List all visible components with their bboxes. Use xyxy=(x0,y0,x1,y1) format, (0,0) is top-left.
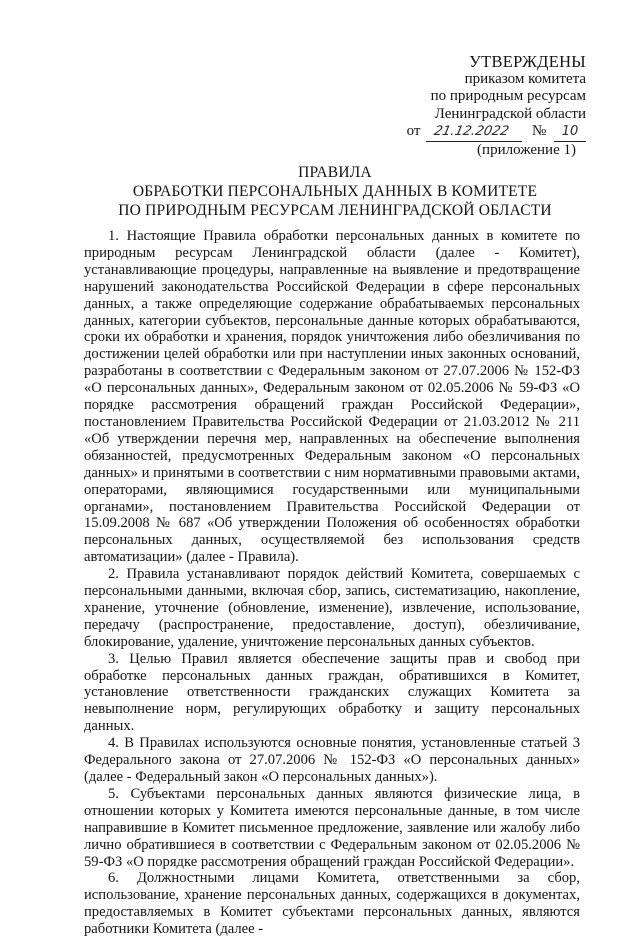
date-prefix: от xyxy=(406,123,421,139)
approval-date-line xyxy=(336,123,586,142)
paragraph: 4. В Правилах используются основные понятия, установленные статьей 3 Федерального закона от 27.07.2006 № 152-ФЗ «О персональных данных» (далее - Федеральный закон «О персональных данных»). xyxy=(84,735,580,785)
handwritten-number: 10 xyxy=(554,123,586,142)
title-line-1: ПРАВИЛА xyxy=(298,164,372,181)
paragraph: 6. Должностными лицами Комитета, ответственными за сбор, использование, хранение персональных данных, содержащихся в документах, предоставляемых в Комитет субъектами персональных данных, являются работники Комитета (далее - xyxy=(84,870,580,938)
handwritten-date: 21.12.2022 xyxy=(426,123,526,142)
number-prefix: № xyxy=(531,123,547,139)
paragraph: 3. Целью Правил является обеспечение защиты прав и свобод при обработке персональных данных граждан, обратившихся в Комитет, установление ответственности гражданских служащих Комитета за невыполнение норм, регулирующих обработку и защиту персональных данных. xyxy=(84,650,580,735)
attachment-note: (приложение 1) xyxy=(477,141,576,158)
approval-block xyxy=(336,53,586,159)
approval-line-2: по природным ресурсам xyxy=(430,88,586,104)
document-title xyxy=(90,163,580,220)
title-line-2: ОБРАБОТКИ ПЕРСОНАЛЬНЫХ ДАННЫХ В КОМИТЕТЕ xyxy=(132,183,538,200)
approval-line-1: приказом комитета xyxy=(464,70,586,87)
approval-title: УТВЕРЖДЕНЫ xyxy=(469,52,586,71)
approval-line-3: Ленинградской области xyxy=(434,105,586,122)
paragraph: 1. Настоящие Правила обработки персональных данных в комитете по природным ресурсам Ленинградской области (далее - Комитет), устанавливающие процедуры, направленные на выявление и предотвращение нарушений законодательства Российской Федерации в сфере персональных данных, а также определяющие содержание обрабатываемых персональных данных, категории субъектов, персональные данные которых обрабатываются, сроки их обработки и хранения, порядок уничтожения либо обезличивания по достижении целей обработки или при наступлении иных законных оснований, разработаны в соответствии с Федеральным законом от 27.07.2006 № 152-ФЗ «О персональных данных», Федеральным законом от 02.05.2006 № 59-ФЗ «О порядке рассмотрения обращений граждан Российской Федерации», постановлением Правительства Российской Федерации от 21.03.2012 № 211 «Об утверждении перечня мер, направленных на обеспечение выполнения обязанностей, предусмотренных Федеральным законом «О персональных данных» и принятыми в соответствии с ним нормативными правовыми актами, операторами, являющимися государственными или муниципальными органами», постановлением Правительства Российской Федерации от 15.09.2008 № 687 «Об утверждении Положения об особенностях обработки персональных данных, осуществляемой без использования средств автоматизации» (далее - Правила). xyxy=(84,228,580,566)
title-line-3: ПО ПРИРОДНЫМ РЕСУРСАМ ЛЕНИНГРАДСКОЙ ОБЛАСТИ xyxy=(118,202,552,219)
paragraph: 2. Правила устанавливают порядок действий Комитета, совершаемых с персональными данными, включая сбор, запись, систематизацию, накопление, хранение, уточнение (обновление, изменение), извлечение, использование, передачу (распространение, предоставление, доступ), обезличивание, блокирование, удаление, уничтожение персональных данных субъектов. xyxy=(84,566,580,650)
document-body xyxy=(84,228,580,938)
paragraph: 5. Субъектами персональных данных являются физические лица, в отношении которых у Комитета имеются персональные данные, в том числе направившие в Комитет письменное предложение, заявление или жалобу либо лично обратившиеся в соответствии с Федеральным законом от 02.05.2006 № 59-ФЗ «О порядке рассмотрения обращений граждан Российской Федерации». xyxy=(84,785,580,870)
